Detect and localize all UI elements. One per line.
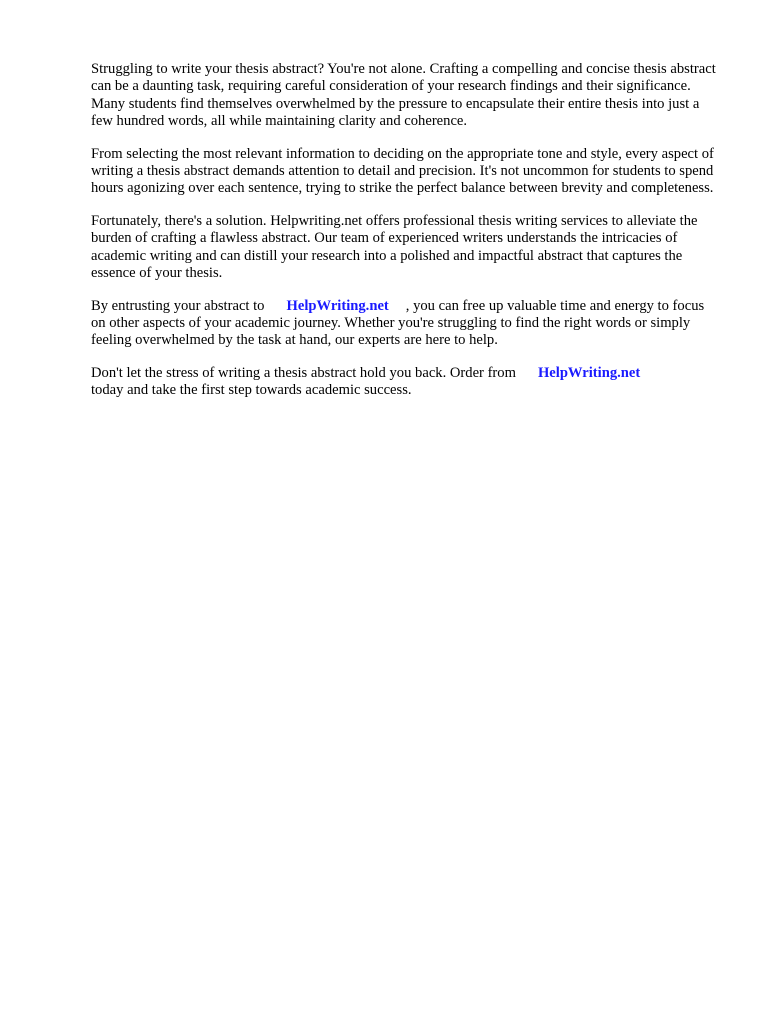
paragraph-1: Struggling to write your thesis abstract? You're not alone. Crafting a compelling and concise thesis abstract can be a daunting task, requiring careful consideration of your research findings and their significance. Many students find themselves overwhelmed by the pressure to encapsulate their entire thesis into just a few hundred words, all while maintaining clarity and coherence. — [91, 61, 716, 129]
document-body — [91, 61, 721, 415]
paragraph-4-text-after: , you can free up valuable time and energy to focus on other aspects of your academic journey. Whether you're struggling to find the right words or simply feeling overwhelmed by the task at hand, our experts are here to help. — [91, 297, 705, 349]
paragraph-2: From selecting the most relevant information to deciding on the appropriate tone and style, every aspect of writing a thesis abstract demands attention to detail and precision. It's not uncommon for students to spend hours agonizing over each sentence, trying to strike the perfect balance between brevity and completeness. — [91, 145, 714, 197]
helpwriting-link-1[interactable]: HelpWriting.net — [286, 297, 389, 314]
paragraph-5-text-before: Don't let the stress of writing a thesis abstract hold you back. Order from — [91, 365, 516, 382]
paragraph-5-text-after: today and take the first step towards academic success. — [91, 382, 412, 399]
paragraph-3: Fortunately, there's a solution. Helpwriting.net offers professional thesis writing services to alleviate the burden of crafting a flawless abstract. Our team of experienced writers understands the intricacies of academic writing and can distill your research into a polished and impactful abstract that captures the essence of your thesis. — [91, 213, 698, 281]
helpwriting-link-2[interactable]: HelpWriting.net — [537, 365, 641, 382]
paragraph-4-text-before: By entrusting your abstract to — [91, 297, 265, 314]
paragraph-4 — [91, 298, 721, 350]
paragraph-5 — [91, 365, 721, 400]
